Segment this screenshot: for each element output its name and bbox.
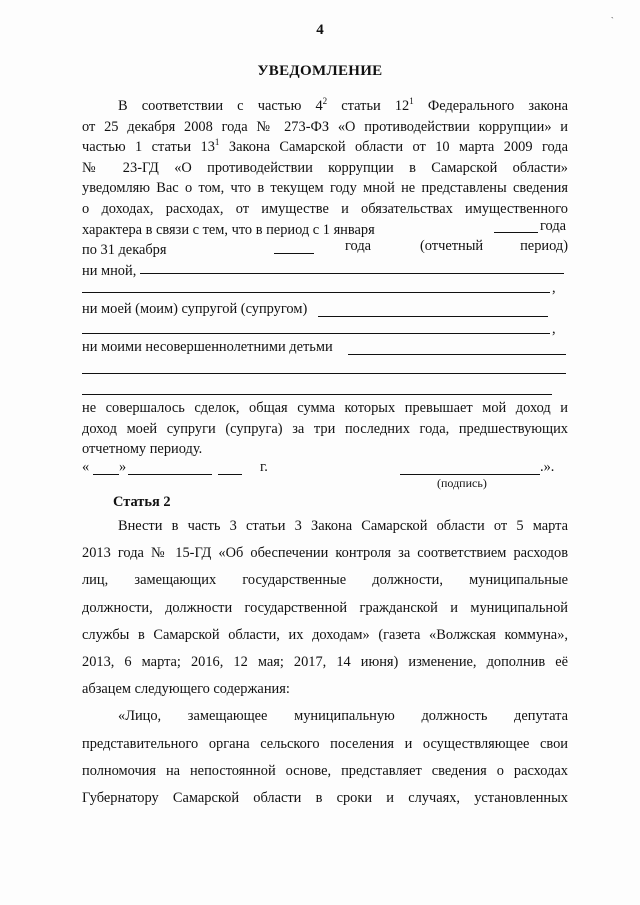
article-line-10: полномочия на непостоянной основе, представляет сведения о расходах: [82, 762, 568, 779]
notice-line-9: ни мной,: [82, 262, 137, 279]
article-line-9: представительного органа сельского поселения и осуществляющее свои: [82, 735, 568, 752]
comma-2: ,: [552, 321, 556, 337]
signature-suffix: .».: [540, 459, 555, 475]
article-line-6: 2013, 6 марта; 2016, 12 мая; 2017, 14 июня) изменение, дополнив её: [82, 653, 568, 670]
closing-line-1: не совершалось сделок, общая сумма которых превышает мой доход и: [82, 400, 568, 416]
closing-line-3: отчетному периоду.: [82, 441, 203, 458]
spouse-label: ни моей (моим) супругой (супругом): [82, 301, 308, 317]
article-heading: Статья 2: [113, 494, 171, 510]
year-label-1: года: [540, 218, 567, 234]
notice-line-6: о доходах, расходах, от имуществе и обязательствах имущественного: [82, 200, 568, 217]
children-field-line-1[interactable]: [348, 354, 566, 355]
closing-paragraph: [82, 398, 568, 460]
comma-1: ,: [552, 280, 556, 296]
notice-line-3: частью 1 статьи $13^1$ Закона Самарской области от 10 марта 2009 года: [82, 137, 568, 156]
notice-line-4: № 23-ГД «О противодействии коррупции в Самарской области»: [82, 159, 568, 176]
signature-blank[interactable]: [400, 474, 540, 475]
self-field-line-2[interactable]: [82, 292, 550, 293]
date-month-blank[interactable]: [128, 474, 212, 475]
spouse-field-line-1[interactable]: [318, 316, 548, 317]
notice-line-5: уведомляю Вас о том, что в текущем году мной не представлены сведения: [82, 180, 568, 197]
year-label-2: года: [345, 238, 372, 254]
corner-mark: ˎ: [610, 8, 614, 19]
spouse-field-line-2[interactable]: [82, 333, 550, 334]
article-line-8: «Лицо, замещающее муниципальную должность депутата: [118, 708, 568, 725]
date-close-quote: »: [119, 459, 127, 475]
article-line-2: 2013 года № 15-ГД «Об обеспечении контроля за соответствием расходов: [82, 545, 568, 562]
year-blank-1[interactable]: [494, 232, 538, 233]
article-line-4: должности, должности государственной гражданской и муниципальной: [82, 599, 568, 616]
signature-caption: (подпись): [437, 476, 487, 490]
notice-line-1: В соответствии с частью $4^2$ статьи $12^1$ Федерального закона: [118, 96, 569, 114]
date-year-blank[interactable]: [218, 474, 242, 475]
self-field-line-1[interactable]: [140, 273, 564, 274]
date-open-quote: «: [82, 459, 90, 475]
notice-line-8: по 31 декабря: [82, 242, 167, 259]
children-label: ни моими несовершеннолетними детьми: [82, 339, 333, 355]
date-day-blank[interactable]: [93, 474, 119, 475]
article-line-1: Внести в часть 3 статьи 3 Закона Самарской области от 5 марта: [118, 518, 568, 534]
closing-line-2: доход моей супруги (супруга) за три последних года, предшествующих: [82, 420, 568, 437]
notice-line-7: характера в связи с тем, что в период с 1 января: [82, 221, 375, 238]
notice-title: УВЕДОМЛЕНИЕ: [257, 63, 383, 79]
article-line-11: Губернатору Самарской области в сроки и случаях, установленных: [82, 789, 568, 806]
article-line-3: лиц, замещающих государственные должности, муниципальные: [82, 572, 568, 589]
article-line-5: службы в Самарской области, их доходам» (газета «Волжская коммуна»,: [82, 626, 568, 643]
article-body: [82, 513, 568, 812]
year-blank-2[interactable]: [274, 253, 314, 254]
article-line-7: абзацем следующего содержания:: [82, 681, 290, 698]
children-field-line-3[interactable]: [82, 394, 552, 395]
notice-line-2: от 25 декабря 2008 года № 273-ФЗ «О противодействии коррупции» и: [82, 118, 568, 135]
date-year-suffix: г.: [260, 459, 268, 475]
reporting-period-label: (отчетный период): [420, 238, 568, 254]
page-number: 4: [316, 22, 324, 38]
children-field-line-2[interactable]: [82, 373, 566, 374]
